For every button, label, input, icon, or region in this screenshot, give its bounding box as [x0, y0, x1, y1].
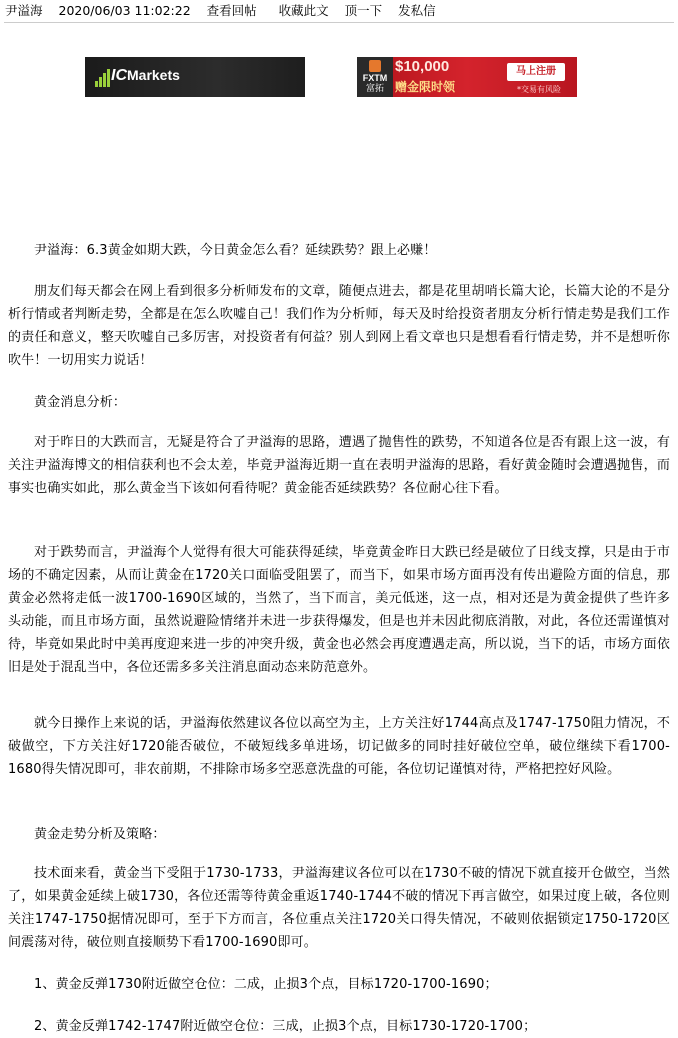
fxtm-risk-disclaimer: *交易有风险 — [517, 85, 561, 94]
upvote-link[interactable]: 顶一下 — [344, 3, 383, 18]
private-message-link[interactable]: 发私信 — [398, 3, 436, 18]
icmarkets-brand-name: Markets — [127, 67, 180, 83]
view-replies-link[interactable]: 查看回帖 — [206, 3, 257, 18]
fxtm-ad-banner[interactable] — [357, 57, 577, 97]
fxtm-logo — [357, 57, 393, 97]
news-paragraph-1: 对于昨日的大跌而言，无疑是符合了尹溢海的思路，遭遇了抛售性的跌势，不知道各位是否有跟上这一波，有关注尹溢海博文的相信获利也不会太差，毕竟尹溢海近期一直在表明尹溢海的思路，看好黄金随时会遭遇抛售，而事实也确实如此，那么黄金当下该如何看待呢？黄金能否延续跌势？各位耐心往下看。 — [8, 435, 670, 496]
fxtm-logo-icon — [369, 60, 381, 72]
post-meta-bar — [0, 0, 678, 22]
article-intro: 朋友们每天都会在网上看到很多分析师发布的文章，随便点进去，都是花里胡哨长篇大论，长篇大论的不是分析行情或者判断走势，全都是在怎么吹嘘自己！我们作为分析师，每天及时给投资者朋友分析行情走势是我们工作的责任和意义，整天吹嘘自己多厉害，对投资者有何益？别人到网上看文章也只是想看看行情走势，并不是想听你吹牛！一切用实力说话！ — [8, 284, 670, 368]
icmarkets-logo-icon — [95, 69, 111, 87]
section-heading-strategy: 黄金走势分析及策略： — [34, 827, 166, 842]
favorite-link[interactable]: 收藏此文 — [278, 3, 329, 18]
fxtm-logo-bottom: 富拓 — [365, 83, 384, 93]
section-heading-news: 黄金消息分析： — [34, 395, 127, 410]
ad-banner-row — [0, 23, 678, 113]
icmarkets-brand — [111, 67, 180, 85]
icmarkets-ad-banner[interactable] — [85, 57, 305, 97]
fxtm-register-button[interactable]: 马上注册 — [507, 63, 565, 81]
news-paragraph-3: 就今日操作上来说的话，尹溢海依然建议各位以高空为主，上方关注好1744高点及1747-1750阻力情况，不破做空，下方关注好1720能否破位，不破短线多单进场，切记做多的同时挂好破位空单，破位继续下看1700-1680得失情况即可，非农前期，不排除市场多空恶意洗盘的可能，各位切记谨慎对待，严格把控好风险。 — [8, 716, 670, 777]
fxtm-logo-top: FXTM — [362, 73, 388, 83]
article-title: 尹溢海：6.3黄金如期大跌，今日黄金怎么看？延续跌势？跟上必赚！ — [34, 243, 437, 258]
author-name[interactable]: 尹溢海 — [5, 3, 43, 18]
news-paragraph-2: 对于跌势而言，尹溢海个人觉得有很大可能获得延续，毕竟黄金昨日大跌已经是破位了日线支撑，只是由于市场的不确定因素，从而让黄金在1720关口面临受阻罢了，而当下，如果市场方面再没有传出避险方面的信息，那黄金必然将走低一波1700-1690区域的，当然了，当下而言，美元低迷，这一点，相对还是为黄金提供了些许多头动能，而且市场方面，虽然说避险情绪并未进一步获得爆发，但是也并未因此彻底消散，对此，各位还需谨慎对待，毕竟如果此时中美再度迎来进一步的冲突升级，黄金也必然会再度遭遇走高，所以说，当下的话，市场方面依旧是处于混乱当中，各位还需多多关注消息面动态来防范意外。 — [8, 545, 670, 675]
strategy-item-1: 1、黄金反弹1730附近做空仓位：二成，止损3个点，目标1720-1700-1690； — [34, 977, 498, 992]
strategy-item-2: 2、黄金反弹1742-1747附近做空仓位：三成，止损3个点，目标1730-1720-1700； — [34, 1019, 537, 1034]
post-datetime: 2020/06/03 11:02:22 — [58, 3, 191, 18]
icmarkets-brand-prefix: IC — [111, 67, 127, 84]
fxtm-bonus-amount: $10,000 — [395, 58, 450, 75]
strategy-paragraph: 技术面来看，黄金当下受阻于1730-1733，尹溢海建议各位可以在1730不破的情况下就直接开仓做空，当然了，如果黄金延续上破1730，各位还需等待黄金重返1740-1744不破的情况下再言做空，如果过度上破，各位则关注1747-1750据情况即可，至于下方而言，各位重点关注1720关口得失情况，不破则依据锁定1750-1720区间震荡对待，破位则直接顺势下看1700-1690即可。 — [8, 866, 670, 950]
fxtm-gift-text: 赠金限时领 — [395, 80, 456, 94]
